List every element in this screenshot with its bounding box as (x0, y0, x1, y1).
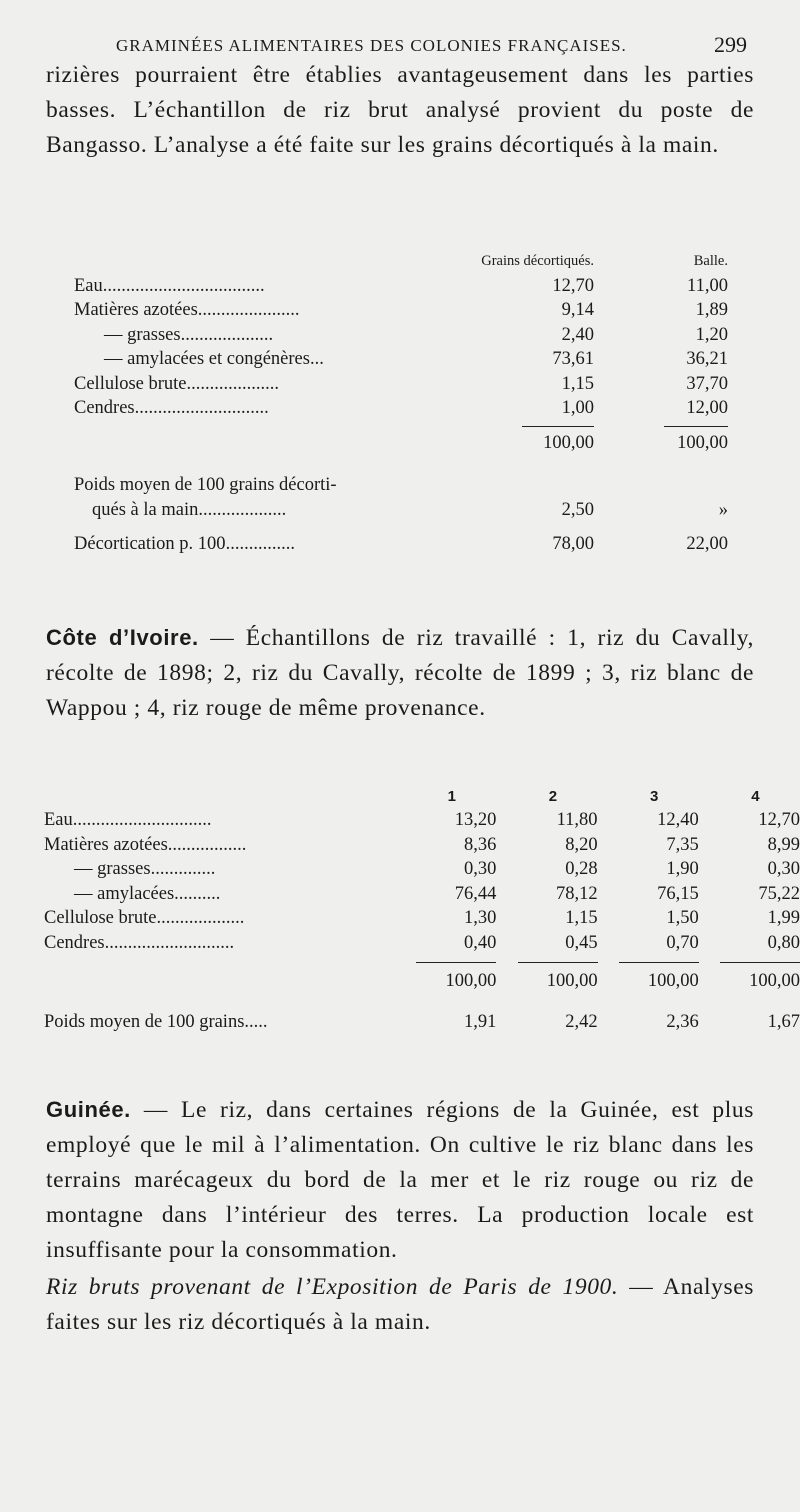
leader-dots: .................... (186, 373, 280, 394)
table-cell: 12,00 (686, 398, 728, 419)
section-heading: Côte d’Ivoire. (46, 625, 199, 650)
table-row (44, 931, 800, 956)
total-cell: 100,00 (749, 971, 800, 992)
table-row (44, 882, 800, 907)
table-row (44, 907, 800, 932)
table-cell: 0,30 (464, 859, 497, 880)
row-label: — amylacées et congénères (104, 349, 310, 370)
table-row (44, 809, 800, 834)
total-cell: 100,00 (546, 971, 598, 992)
table-cell: 75,22 (758, 883, 800, 904)
row-label: Poids moyen de 100 grains décorti- (74, 475, 337, 496)
rule-row (44, 956, 800, 970)
table-row (74, 348, 732, 373)
table-cell: 22,00 (686, 534, 728, 555)
row-label: Cendres (74, 398, 135, 419)
table-cell: 12,70 (758, 810, 800, 831)
cote-ivoire-paragraph (46, 620, 754, 726)
row-label: — amylacées (74, 883, 175, 904)
row-label: Cendres (44, 932, 105, 953)
total-cell: 100,00 (647, 971, 699, 992)
column-header: 4 (751, 787, 760, 805)
table-cell: 36,21 (686, 349, 728, 370)
table-cell: 1,91 (464, 1011, 497, 1032)
row-label: Matières azotées (74, 300, 198, 321)
row-label: — grasses (104, 324, 181, 345)
leader-dots: ..... (244, 1011, 268, 1032)
column-header: Balle. (693, 252, 728, 269)
table-cell: 13,20 (454, 810, 497, 831)
bangasso-analysis-table (74, 248, 732, 557)
table-row (74, 274, 732, 299)
table-cell: 37,70 (686, 373, 728, 394)
leader-dots: ............................ (104, 932, 235, 953)
leader-dots: ................... (198, 499, 287, 520)
total-cell: 100,00 (445, 971, 497, 992)
leader-dots: .......... (174, 883, 221, 904)
leader-dots: .................... (180, 324, 274, 345)
row-label: Cellulose brute (44, 908, 157, 929)
sum-rule (720, 962, 800, 963)
row-label: Décortication p. 100 (74, 534, 226, 555)
paragraph-text: — Échantillons de riz travaillé : 1, riz du Cavally, récolte de 1898; 2, riz du Cavally, récolte de 1899 ; 3, riz blanc de Wappou ; 4, riz rouge de même provenance. (46, 625, 754, 721)
table-header-row (44, 784, 800, 809)
table-cell: 12,70 (552, 275, 594, 296)
table-cell: 1,90 (666, 859, 699, 880)
table-cell: 8,20 (565, 834, 598, 855)
guinee-paragraph (46, 1092, 754, 1268)
row-label: Eau (44, 810, 73, 831)
table-cell: 0,40 (464, 932, 497, 953)
paragraph-text: — Analyses faites sur les riz décortiqués à la main. (46, 1274, 754, 1335)
row-label: Eau (74, 275, 103, 296)
table-cell: 1,50 (666, 908, 699, 929)
row-label: Cellulose brute (74, 373, 187, 394)
table-cell: 76,15 (657, 883, 699, 904)
table-cell: 8,99 (767, 834, 800, 855)
leader-dots: ................... (156, 908, 245, 929)
table-cell: 2,36 (666, 1011, 699, 1032)
table-row (74, 498, 732, 523)
table-cell: 7,35 (666, 834, 699, 855)
leader-dots: .............................. (72, 810, 212, 831)
page-number: 299 (714, 32, 747, 57)
table-row (44, 858, 800, 883)
row-label: qués à la main (92, 499, 199, 520)
total-cell: 100,00 (677, 432, 728, 453)
row-label: Matières azotées (44, 834, 168, 855)
table-cell: 78,12 (555, 883, 598, 904)
table-cell: 1,20 (695, 324, 728, 345)
table-row (44, 833, 800, 858)
sum-rule (522, 426, 594, 427)
leader-dots: ................. (167, 834, 247, 855)
total-row (74, 431, 732, 456)
table-cell: 1,15 (565, 908, 598, 929)
table-cell: 1,99 (767, 908, 800, 929)
table-cell: 0,80 (767, 932, 800, 953)
running-title: GRAMINÉES ALIMENTAIRES DES COLONIES FRANÇAISES. (116, 36, 627, 55)
leader-dots: ............... (225, 534, 295, 555)
column-header: Grains décortiqués. (481, 252, 594, 269)
table-cell: 12,40 (657, 810, 699, 831)
table-row (74, 474, 732, 499)
table-row (74, 299, 732, 324)
table-cell: 1,67 (767, 1011, 800, 1032)
table-cell: 2,42 (565, 1011, 598, 1032)
table-row (74, 323, 732, 348)
total-cell: 100,00 (543, 432, 594, 453)
cote-ivoire-analysis-table (44, 784, 800, 1035)
sum-rule (619, 962, 699, 963)
table-header-row (74, 248, 732, 274)
table-cell: 0,45 (565, 932, 598, 953)
leader-dots: ............................. (134, 398, 269, 419)
table-row (44, 1010, 800, 1035)
riz-bruts-paragraph (46, 1270, 754, 1340)
table-cell: 73,61 (552, 349, 594, 370)
rule-row (74, 421, 732, 431)
table-cell: 2,50 (561, 499, 594, 520)
table-cell: 9,14 (561, 300, 594, 321)
table-cell: 11,00 (687, 275, 728, 296)
table-cell: 78,00 (552, 534, 594, 555)
column-header: 1 (447, 787, 456, 805)
section-heading: Riz bruts provenant de l’Exposition de Paris de 1900. (46, 1274, 619, 1300)
column-header: 3 (649, 787, 659, 805)
table-row (74, 372, 732, 397)
table-cell: 0,30 (767, 859, 800, 880)
row-label: Poids moyen de 100 grains (44, 1011, 245, 1032)
table-row (74, 397, 732, 422)
table-cell: 1,00 (561, 398, 594, 419)
table-cell: 1,15 (561, 373, 594, 394)
leader-dots: ................................... (102, 275, 265, 296)
table-cell: 1,30 (464, 908, 497, 929)
sum-rule (518, 962, 598, 963)
intro-paragraph: rizières pourraient être établies avantageusement dans les parties basses. L’échantillon de riz brut analysé provient du poste de Bangasso. L’analyse a été faite sur les grains décortiqués à la main. (46, 62, 754, 158)
section-heading: Guinée. (46, 1097, 131, 1122)
row-label: — grasses (74, 859, 151, 880)
leader-dots: ...................... (197, 300, 300, 321)
column-header: 2 (548, 787, 558, 805)
table-cell: 0,70 (666, 932, 699, 953)
table-cell: 0,28 (565, 859, 598, 880)
table-cell: 8,36 (464, 834, 497, 855)
total-row (44, 970, 800, 995)
sum-rule (416, 962, 496, 963)
table-row (74, 533, 732, 558)
sum-rule (664, 426, 728, 427)
table-cell: 11,80 (556, 810, 598, 831)
table-cell: 1,89 (695, 300, 728, 321)
table-cell: » (718, 499, 728, 520)
table-cell: 2,40 (561, 324, 594, 345)
paragraph-text: — Le riz, dans certaines régions de la Guinée, est plus employé que le mil à l’alimentation. On cultive le riz blanc dans les terrains marécageux du bord de la mer et le riz rouge ou riz de montagne dans l’intérieur des terres. La production locale est insuffisante pour la consommation. (46, 1097, 754, 1263)
leader-dots: .............. (150, 859, 216, 880)
leader-dots: ... (309, 349, 324, 370)
table-cell: 76,44 (454, 883, 497, 904)
